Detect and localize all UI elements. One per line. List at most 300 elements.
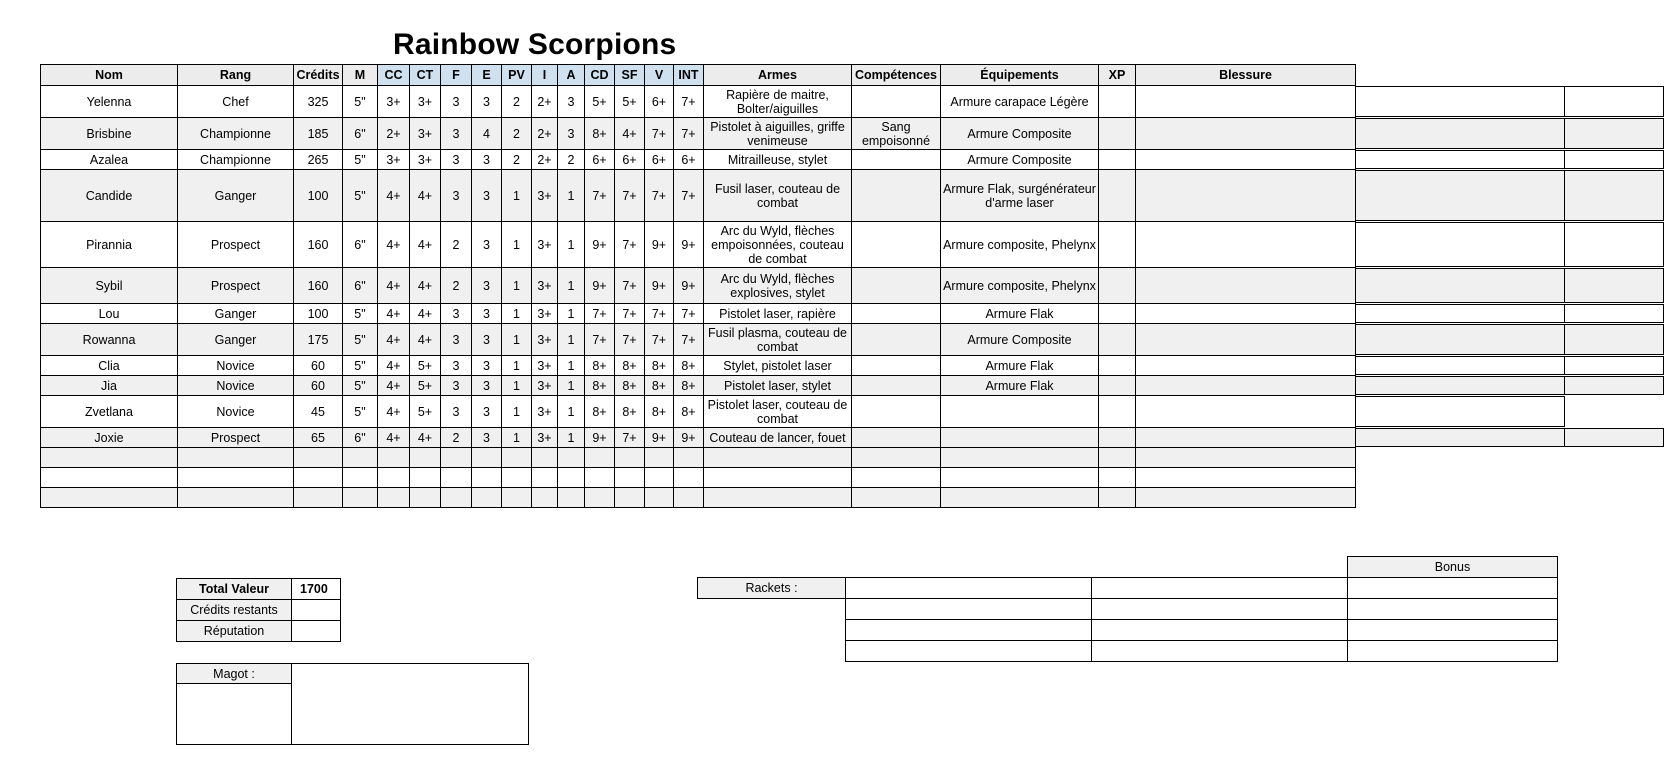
empty-cell[interactable] — [410, 448, 441, 468]
cell-m[interactable]: 6" — [343, 118, 378, 150]
cell-a[interactable]: 1 — [558, 304, 585, 324]
cell-e[interactable]: 3 — [472, 304, 502, 324]
cell-equipements[interactable]: Armure Flak — [941, 376, 1099, 396]
extra-cell[interactable] — [1564, 304, 1664, 323]
cell-f[interactable]: 2 — [441, 428, 472, 448]
extra-cell[interactable] — [1564, 170, 1664, 221]
cell-ct[interactable]: 4+ — [410, 324, 441, 356]
cell-nom[interactable]: Zvetlana — [41, 396, 178, 428]
cell-armes[interactable]: Pistolet laser, rapière — [704, 304, 852, 324]
cell-e[interactable]: 3 — [472, 86, 502, 118]
cell-credits[interactable]: 160 — [294, 222, 343, 268]
cell-e[interactable]: 3 — [472, 268, 502, 304]
empty-cell[interactable] — [532, 448, 558, 468]
cell-int[interactable]: 7+ — [674, 86, 704, 118]
cell-cd[interactable]: 9+ — [585, 428, 615, 448]
cell-v[interactable]: 6+ — [645, 150, 674, 170]
cell-competences[interactable] — [852, 86, 941, 118]
racket-cell[interactable] — [846, 641, 1092, 662]
cell-v[interactable]: 7+ — [645, 304, 674, 324]
cell-ct[interactable]: 5+ — [410, 356, 441, 376]
empty-cell[interactable] — [343, 488, 378, 508]
extra-cell[interactable] — [1564, 86, 1664, 117]
cell-credits[interactable]: 60 — [294, 376, 343, 396]
cell-cd[interactable]: 9+ — [585, 222, 615, 268]
cell-e[interactable]: 3 — [472, 150, 502, 170]
cell-a[interactable]: 1 — [558, 324, 585, 356]
cell-ct[interactable]: 3+ — [410, 118, 441, 150]
extra-cell[interactable] — [1564, 150, 1664, 169]
empty-cell[interactable] — [1136, 488, 1356, 508]
cell-credits[interactable]: 65 — [294, 428, 343, 448]
cell-f[interactable]: 3 — [441, 118, 472, 150]
cell-sf[interactable]: 7+ — [615, 428, 645, 448]
credits-remaining-value[interactable] — [292, 600, 341, 621]
cell-nom[interactable]: Joxie — [41, 428, 178, 448]
cell-pv[interactable]: 2 — [502, 86, 532, 118]
cell-nom[interactable]: Rowanna — [41, 324, 178, 356]
extra-cell[interactable] — [1355, 170, 1565, 221]
cell-xp[interactable] — [1099, 428, 1136, 448]
cell-ct[interactable]: 4+ — [410, 170, 441, 222]
empty-cell[interactable] — [41, 448, 178, 468]
empty-cell[interactable] — [852, 448, 941, 468]
cell-equipements[interactable]: Armure Flak — [941, 304, 1099, 324]
empty-cell[interactable] — [472, 448, 502, 468]
extra-cell[interactable] — [1355, 304, 1565, 323]
empty-cell[interactable] — [294, 448, 343, 468]
reputation-value[interactable] — [292, 621, 341, 642]
cell-ct[interactable]: 3+ — [410, 86, 441, 118]
empty-cell[interactable] — [532, 488, 558, 508]
cell-xp[interactable] — [1099, 150, 1136, 170]
cell-cc[interactable]: 2+ — [378, 118, 410, 150]
racket-bonus-cell[interactable] — [1348, 578, 1558, 599]
cell-equipements[interactable] — [941, 396, 1099, 428]
cell-cd[interactable]: 6+ — [585, 150, 615, 170]
cell-pv[interactable]: 1 — [502, 324, 532, 356]
cell-cc[interactable]: 4+ — [378, 356, 410, 376]
cell-ct[interactable]: 4+ — [410, 428, 441, 448]
cell-armes[interactable]: Stylet, pistolet laser — [704, 356, 852, 376]
cell-int[interactable]: 6+ — [674, 150, 704, 170]
empty-cell[interactable] — [674, 468, 704, 488]
empty-cell[interactable] — [410, 468, 441, 488]
extra-cell[interactable] — [1355, 118, 1565, 149]
empty-cell[interactable] — [558, 488, 585, 508]
cell-v[interactable]: 7+ — [645, 324, 674, 356]
cell-f[interactable]: 3 — [441, 396, 472, 428]
empty-cell[interactable] — [178, 468, 294, 488]
cell-pv[interactable]: 1 — [502, 222, 532, 268]
cell-m[interactable]: 5" — [343, 86, 378, 118]
cell-blessure[interactable] — [1136, 170, 1356, 222]
cell-cc[interactable]: 4+ — [378, 324, 410, 356]
cell-pv[interactable]: 1 — [502, 356, 532, 376]
cell-v[interactable]: 8+ — [645, 376, 674, 396]
cell-i[interactable]: 3+ — [532, 428, 558, 448]
cell-cd[interactable]: 8+ — [585, 376, 615, 396]
racket-bonus-cell[interactable] — [1348, 599, 1558, 620]
magot-notes[interactable] — [292, 664, 529, 745]
cell-pv[interactable]: 1 — [502, 304, 532, 324]
cell-f[interactable]: 3 — [441, 304, 472, 324]
empty-cell[interactable] — [502, 488, 532, 508]
empty-cell[interactable] — [941, 468, 1099, 488]
extra-cell[interactable] — [1355, 86, 1565, 117]
empty-cell[interactable] — [41, 488, 178, 508]
cell-m[interactable]: 5" — [343, 376, 378, 396]
cell-armes[interactable]: Mitrailleuse, stylet — [704, 150, 852, 170]
empty-cell[interactable] — [378, 468, 410, 488]
cell-blessure[interactable] — [1136, 150, 1356, 170]
empty-cell[interactable] — [441, 488, 472, 508]
empty-cell[interactable] — [343, 448, 378, 468]
racket-cell[interactable] — [1092, 641, 1348, 662]
cell-e[interactable]: 3 — [472, 222, 502, 268]
cell-competences[interactable] — [852, 304, 941, 324]
empty-cell[interactable] — [294, 468, 343, 488]
cell-equipements[interactable]: Armure Flak, surgénérateur d'arme laser — [941, 170, 1099, 222]
cell-rang[interactable]: Championne — [178, 118, 294, 150]
cell-int[interactable]: 7+ — [674, 170, 704, 222]
cell-cd[interactable]: 5+ — [585, 86, 615, 118]
cell-armes[interactable]: Fusil plasma, couteau de combat — [704, 324, 852, 356]
cell-nom[interactable]: Sybil — [41, 268, 178, 304]
racket-bonus-cell[interactable] — [1348, 620, 1558, 641]
cell-int[interactable]: 9+ — [674, 268, 704, 304]
empty-cell[interactable] — [852, 468, 941, 488]
cell-xp[interactable] — [1099, 376, 1136, 396]
racket-cell[interactable] — [1092, 578, 1348, 599]
empty-cell[interactable] — [645, 488, 674, 508]
cell-nom[interactable]: Pirannia — [41, 222, 178, 268]
cell-m[interactable]: 5" — [343, 324, 378, 356]
cell-nom[interactable]: Jia — [41, 376, 178, 396]
extra-cell[interactable] — [1355, 396, 1565, 427]
extra-cell[interactable] — [1564, 222, 1664, 267]
cell-equipements[interactable]: Armure Flak — [941, 356, 1099, 376]
empty-cell[interactable] — [615, 448, 645, 468]
cell-nom[interactable]: Lou — [41, 304, 178, 324]
empty-cell[interactable] — [645, 468, 674, 488]
cell-credits[interactable]: 265 — [294, 150, 343, 170]
empty-cell[interactable] — [704, 468, 852, 488]
cell-blessure[interactable] — [1136, 356, 1356, 376]
cell-int[interactable]: 7+ — [674, 118, 704, 150]
cell-competences[interactable] — [852, 376, 941, 396]
extra-cell[interactable] — [1564, 118, 1664, 149]
cell-competences[interactable] — [852, 150, 941, 170]
empty-cell[interactable] — [441, 468, 472, 488]
cell-pv[interactable]: 1 — [502, 170, 532, 222]
empty-cell[interactable] — [704, 448, 852, 468]
extra-cell[interactable] — [1564, 324, 1664, 355]
empty-cell[interactable] — [852, 488, 941, 508]
cell-e[interactable]: 3 — [472, 396, 502, 428]
cell-rang[interactable]: Ganger — [178, 170, 294, 222]
cell-nom[interactable]: Brisbine — [41, 118, 178, 150]
cell-cc[interactable]: 4+ — [378, 222, 410, 268]
cell-armes[interactable]: Pistolet laser, stylet — [704, 376, 852, 396]
cell-competences[interactable] — [852, 396, 941, 428]
empty-cell[interactable] — [378, 448, 410, 468]
empty-cell[interactable] — [585, 448, 615, 468]
cell-a[interactable]: 1 — [558, 170, 585, 222]
cell-nom[interactable]: Clia — [41, 356, 178, 376]
cell-m[interactable]: 5" — [343, 150, 378, 170]
cell-a[interactable]: 1 — [558, 222, 585, 268]
cell-equipements[interactable]: Armure carapace Légère — [941, 86, 1099, 118]
empty-cell[interactable] — [472, 468, 502, 488]
cell-nom[interactable]: Yelenna — [41, 86, 178, 118]
cell-rang[interactable]: Novice — [178, 396, 294, 428]
cell-blessure[interactable] — [1136, 324, 1356, 356]
cell-m[interactable]: 5" — [343, 170, 378, 222]
cell-cc[interactable]: 4+ — [378, 428, 410, 448]
empty-cell[interactable] — [441, 448, 472, 468]
cell-sf[interactable]: 6+ — [615, 150, 645, 170]
cell-i[interactable]: 3+ — [532, 396, 558, 428]
racket-cell[interactable] — [846, 620, 1092, 641]
cell-pv[interactable]: 1 — [502, 268, 532, 304]
cell-equipements[interactable]: Armure Composite — [941, 118, 1099, 150]
empty-cell[interactable] — [585, 488, 615, 508]
cell-f[interactable]: 2 — [441, 268, 472, 304]
empty-cell[interactable] — [585, 468, 615, 488]
cell-int[interactable]: 7+ — [674, 304, 704, 324]
cell-cd[interactable]: 8+ — [585, 118, 615, 150]
racket-cell[interactable] — [846, 599, 1092, 620]
cell-cc[interactable]: 4+ — [378, 268, 410, 304]
cell-sf[interactable]: 7+ — [615, 222, 645, 268]
empty-cell[interactable] — [532, 468, 558, 488]
cell-f[interactable]: 3 — [441, 150, 472, 170]
cell-v[interactable]: 9+ — [645, 428, 674, 448]
cell-cc[interactable]: 3+ — [378, 86, 410, 118]
cell-f[interactable]: 2 — [441, 222, 472, 268]
cell-int[interactable]: 8+ — [674, 376, 704, 396]
cell-credits[interactable]: 100 — [294, 170, 343, 222]
cell-cc[interactable]: 3+ — [378, 150, 410, 170]
cell-sf[interactable]: 7+ — [615, 324, 645, 356]
cell-competences[interactable] — [852, 222, 941, 268]
cell-armes[interactable]: Arc du Wyld, flèches explosives, stylet — [704, 268, 852, 304]
cell-competences[interactable] — [852, 268, 941, 304]
cell-int[interactable]: 7+ — [674, 324, 704, 356]
cell-i[interactable]: 2+ — [532, 150, 558, 170]
cell-a[interactable]: 1 — [558, 396, 585, 428]
cell-ct[interactable]: 5+ — [410, 396, 441, 428]
cell-i[interactable]: 3+ — [532, 356, 558, 376]
cell-v[interactable]: 9+ — [645, 222, 674, 268]
cell-credits[interactable]: 325 — [294, 86, 343, 118]
empty-cell[interactable] — [178, 488, 294, 508]
empty-cell[interactable] — [472, 488, 502, 508]
cell-xp[interactable] — [1099, 86, 1136, 118]
empty-cell[interactable] — [1099, 448, 1136, 468]
cell-nom[interactable]: Azalea — [41, 150, 178, 170]
cell-armes[interactable]: Rapière de maitre, Bolter/aiguilles — [704, 86, 852, 118]
cell-rang[interactable]: Chef — [178, 86, 294, 118]
cell-e[interactable]: 3 — [472, 170, 502, 222]
cell-a[interactable]: 2 — [558, 150, 585, 170]
cell-f[interactable]: 3 — [441, 356, 472, 376]
cell-m[interactable]: 6" — [343, 222, 378, 268]
empty-cell[interactable] — [1099, 488, 1136, 508]
extra-cell[interactable] — [1355, 428, 1565, 447]
cell-e[interactable]: 3 — [472, 428, 502, 448]
empty-cell[interactable] — [558, 468, 585, 488]
cell-xp[interactable] — [1099, 396, 1136, 428]
cell-m[interactable]: 5" — [343, 356, 378, 376]
extra-cell[interactable] — [1355, 324, 1565, 355]
cell-m[interactable]: 5" — [343, 304, 378, 324]
cell-nom[interactable]: Candide — [41, 170, 178, 222]
cell-armes[interactable]: Fusil laser, couteau de combat — [704, 170, 852, 222]
empty-cell[interactable] — [502, 468, 532, 488]
empty-cell[interactable] — [178, 448, 294, 468]
cell-i[interactable]: 3+ — [532, 324, 558, 356]
cell-f[interactable]: 3 — [441, 324, 472, 356]
extra-cell[interactable] — [1564, 268, 1664, 303]
cell-f[interactable]: 3 — [441, 86, 472, 118]
cell-competences[interactable] — [852, 356, 941, 376]
cell-sf[interactable]: 7+ — [615, 170, 645, 222]
cell-xp[interactable] — [1099, 222, 1136, 268]
cell-blessure[interactable] — [1136, 118, 1356, 150]
empty-cell[interactable] — [410, 488, 441, 508]
cell-pv[interactable]: 2 — [502, 118, 532, 150]
cell-rang[interactable]: Ganger — [178, 304, 294, 324]
extra-cell[interactable] — [1355, 356, 1565, 375]
cell-v[interactable]: 7+ — [645, 118, 674, 150]
cell-i[interactable]: 2+ — [532, 118, 558, 150]
extra-cell[interactable] — [1355, 222, 1565, 267]
cell-equipements[interactable] — [941, 428, 1099, 448]
cell-equipements[interactable]: Armure composite, Phelynx — [941, 268, 1099, 304]
cell-rang[interactable]: Novice — [178, 356, 294, 376]
cell-armes[interactable]: Pistolet à aiguilles, griffe venimeuse — [704, 118, 852, 150]
cell-blessure[interactable] — [1136, 428, 1356, 448]
empty-cell[interactable] — [645, 448, 674, 468]
cell-blessure[interactable] — [1136, 376, 1356, 396]
racket-cell[interactable] — [846, 578, 1092, 599]
cell-credits[interactable]: 60 — [294, 356, 343, 376]
cell-int[interactable]: 9+ — [674, 428, 704, 448]
cell-a[interactable]: 1 — [558, 268, 585, 304]
racket-cell[interactable] — [1092, 599, 1348, 620]
cell-rang[interactable]: Prospect — [178, 268, 294, 304]
cell-cd[interactable]: 9+ — [585, 268, 615, 304]
empty-cell[interactable] — [294, 488, 343, 508]
cell-int[interactable]: 8+ — [674, 396, 704, 428]
cell-sf[interactable]: 5+ — [615, 86, 645, 118]
empty-cell[interactable] — [1136, 448, 1356, 468]
cell-blessure[interactable] — [1136, 268, 1356, 304]
cell-sf[interactable]: 4+ — [615, 118, 645, 150]
cell-sf[interactable]: 7+ — [615, 268, 645, 304]
empty-cell[interactable] — [941, 448, 1099, 468]
cell-i[interactable]: 3+ — [532, 170, 558, 222]
cell-cc[interactable]: 4+ — [378, 170, 410, 222]
cell-pv[interactable]: 1 — [502, 428, 532, 448]
cell-a[interactable]: 1 — [558, 428, 585, 448]
empty-cell[interactable] — [41, 468, 178, 488]
cell-credits[interactable]: 185 — [294, 118, 343, 150]
cell-sf[interactable]: 8+ — [615, 356, 645, 376]
cell-ct[interactable]: 5+ — [410, 376, 441, 396]
cell-a[interactable]: 3 — [558, 86, 585, 118]
cell-credits[interactable]: 45 — [294, 396, 343, 428]
cell-cd[interactable]: 7+ — [585, 324, 615, 356]
cell-competences[interactable] — [852, 428, 941, 448]
cell-m[interactable]: 6" — [343, 428, 378, 448]
cell-blessure[interactable] — [1136, 222, 1356, 268]
cell-xp[interactable] — [1099, 170, 1136, 222]
cell-blessure[interactable] — [1136, 396, 1356, 428]
cell-a[interactable]: 1 — [558, 356, 585, 376]
cell-armes[interactable]: Pistolet laser, couteau de combat — [704, 396, 852, 428]
cell-i[interactable]: 3+ — [532, 376, 558, 396]
cell-blessure[interactable] — [1136, 304, 1356, 324]
cell-a[interactable]: 3 — [558, 118, 585, 150]
cell-competences[interactable]: Sang empoisonné — [852, 118, 941, 150]
empty-cell[interactable] — [378, 488, 410, 508]
cell-m[interactable]: 6" — [343, 268, 378, 304]
cell-equipements[interactable]: Armure Composite — [941, 150, 1099, 170]
empty-cell[interactable] — [558, 448, 585, 468]
cell-a[interactable]: 1 — [558, 376, 585, 396]
racket-cell[interactable] — [1092, 620, 1348, 641]
cell-credits[interactable]: 160 — [294, 268, 343, 304]
cell-sf[interactable]: 8+ — [615, 376, 645, 396]
extra-cell[interactable] — [1355, 376, 1565, 395]
cell-i[interactable]: 3+ — [532, 268, 558, 304]
extra-cell[interactable] — [1355, 150, 1565, 169]
cell-xp[interactable] — [1099, 118, 1136, 150]
cell-ct[interactable]: 3+ — [410, 150, 441, 170]
empty-cell[interactable] — [1099, 468, 1136, 488]
cell-sf[interactable]: 8+ — [615, 396, 645, 428]
cell-xp[interactable] — [1099, 324, 1136, 356]
cell-v[interactable]: 8+ — [645, 356, 674, 376]
empty-cell[interactable] — [941, 488, 1099, 508]
racket-bonus-cell[interactable] — [1348, 641, 1558, 662]
cell-pv[interactable]: 1 — [502, 376, 532, 396]
empty-cell[interactable] — [1136, 468, 1356, 488]
cell-competences[interactable] — [852, 324, 941, 356]
cell-e[interactable]: 3 — [472, 356, 502, 376]
cell-cc[interactable]: 4+ — [378, 396, 410, 428]
empty-cell[interactable] — [674, 488, 704, 508]
cell-cd[interactable]: 8+ — [585, 396, 615, 428]
cell-cd[interactable]: 7+ — [585, 170, 615, 222]
cell-m[interactable]: 5" — [343, 396, 378, 428]
cell-int[interactable]: 9+ — [674, 222, 704, 268]
cell-cd[interactable]: 7+ — [585, 304, 615, 324]
empty-cell[interactable] — [674, 448, 704, 468]
empty-cell[interactable] — [343, 468, 378, 488]
cell-pv[interactable]: 2 — [502, 150, 532, 170]
cell-rang[interactable]: Championne — [178, 150, 294, 170]
cell-ct[interactable]: 4+ — [410, 222, 441, 268]
cell-e[interactable]: 3 — [472, 324, 502, 356]
extra-cell[interactable] — [1355, 268, 1565, 303]
cell-competences[interactable] — [852, 170, 941, 222]
cell-ct[interactable]: 4+ — [410, 268, 441, 304]
empty-cell[interactable] — [502, 448, 532, 468]
